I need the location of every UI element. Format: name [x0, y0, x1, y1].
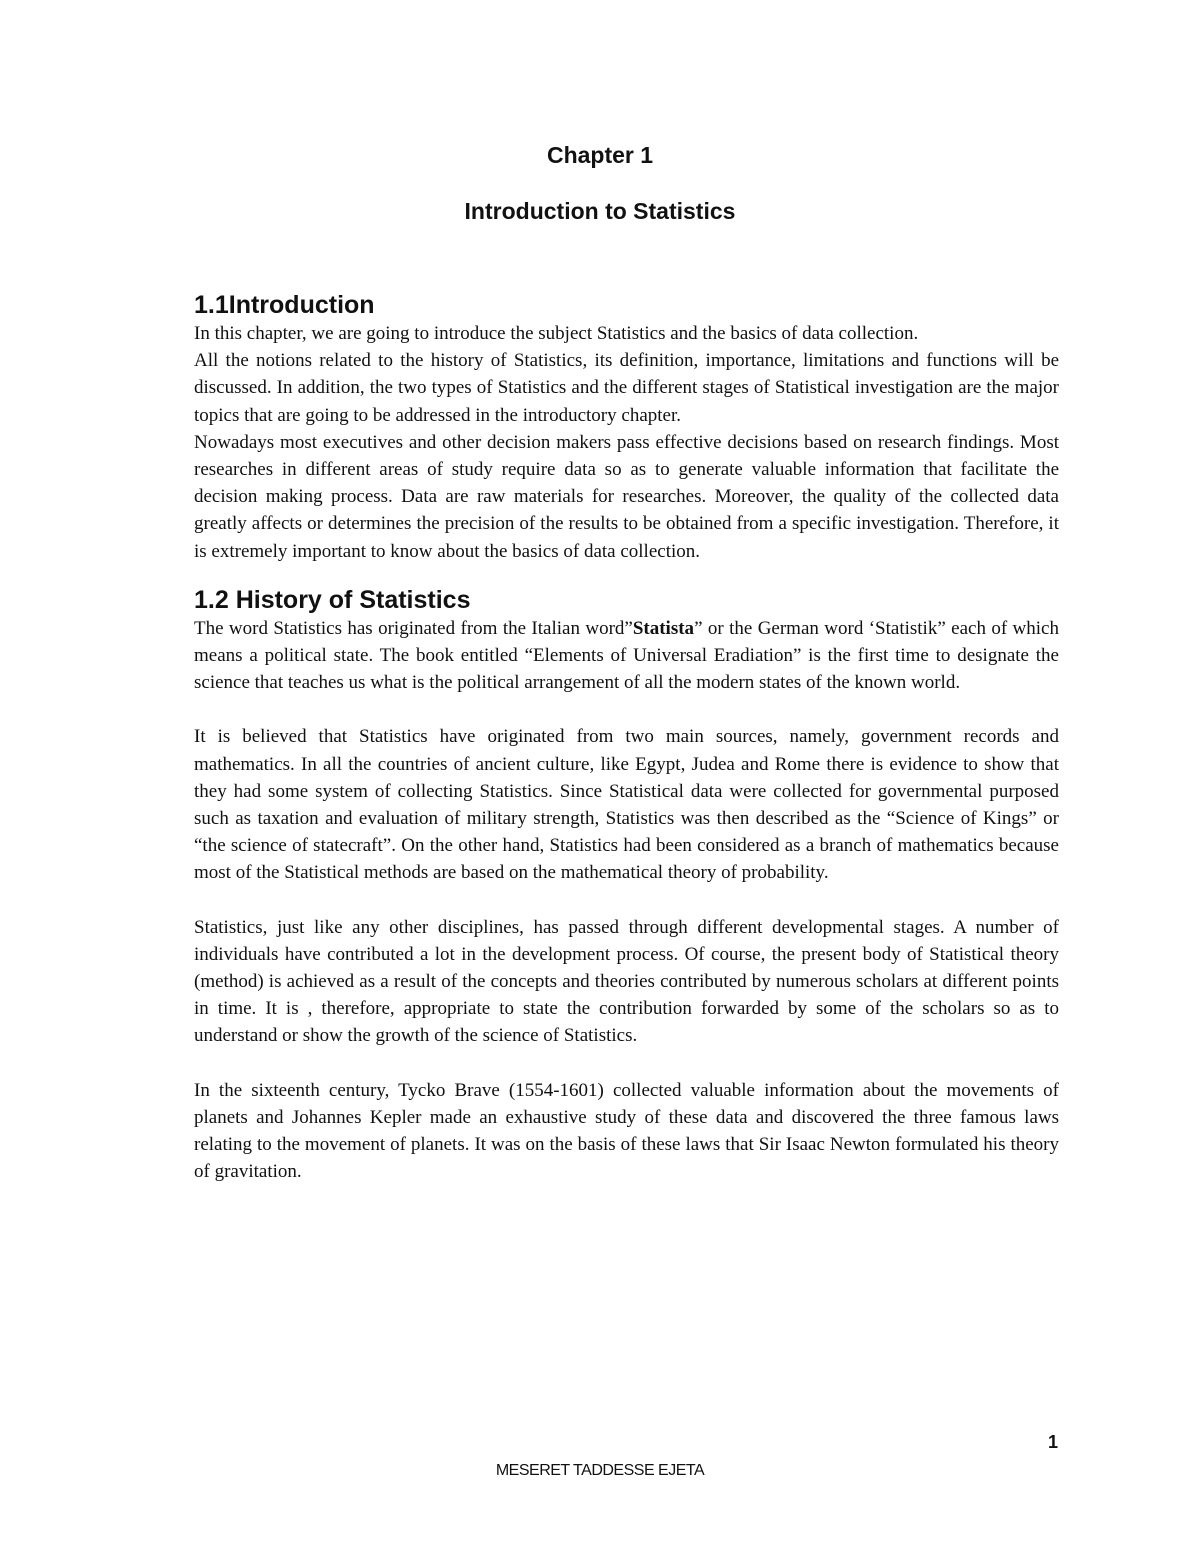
document-body [194, 290, 1059, 1185]
intro-paragraph-2: All the notions related to the history of Statistics, its definition, importance, limitations and functions will be discussed. In addition, the two types of Statistics and the different stages of Statistical investigation are the major topics that are going to be addressed in the introductory chapter. [194, 350, 1059, 426]
history-paragraph-1 [194, 615, 1059, 697]
chapter-title: Introduction to Statistics [464, 198, 736, 224]
footer-author: MESERET TADDESSE EJETA [495, 1462, 705, 1479]
intro-paragraph-3: Nowadays most executives and other decision makers pass effective decisions based on research findings. Most researches in different areas of study require data so as to generate valuable information that facilitate the decision making process. Data are raw materials for researches. Moreover, the quality of the collected data greatly affects or determines the precision of the results to be obtained from a specific investigation. Therefore, it is extremely important to know about the basics of data collection. [194, 431, 1059, 562]
page-number: 1 [1047, 1432, 1058, 1452]
chapter-number: Chapter 1 [546, 142, 654, 168]
history-paragraph-2: It is believed that Statistics have originated from two main sources, namely, government records and mathematics. In all the countries of ancient culture, like Egypt, Judea and Rome there is evidence to show that they had some system of collecting Statistics. Since Statistical data were collected for governmental purposed such as taxation and evaluation of military strength, Statistics was then described as the “Science of Kings” or “the science of statecraft”. On the other hand, Statistics had been considered as a branch of mathematics because most of the Statistical methods are based on the mathematical theory of probability. [194, 726, 1059, 884]
section-heading-history: 1.2 History of Statistics [194, 585, 471, 614]
history-p1-text-after: ” or the German word ‘Statistik” each of which means a political state. The book entitled “Elements of Universal Eradiation” is the first time to designate the science that teaches us what is the political arrangement of all the modern states of the known world. [194, 617, 1059, 694]
history-p1-text-before: The word Statistics has originated from the Italian word” [194, 617, 633, 639]
section-heading-introduction: 1.1Introduction [194, 291, 375, 319]
intro-paragraph-1: In this chapter, we are going to introduce the subject Statistics and the basics of data collection. [194, 323, 919, 344]
history-paragraph-3: Statistics, just like any other disciplines, has passed through different developmental stages. A number of individuals have contributed a lot in the development process. Of course, the present body of Statistical theory (method) is achieved as a result of the concepts and theories contributed by numerous scholars at different points in time. It is , therefore, appropriate to state the contribution forwarded by some of the scholars so as to understand or show the growth of the science of Statistics. [194, 916, 1059, 1047]
history-paragraph-4: In the sixteenth century, Tycko Brave (1554-1601) collected valuable information about the movements of planets and Johannes Kepler made an exhaustive study of these data and discovered the three famous laws relating to the movement of planets. It was on the basis of these laws that Sir Isaac Newton formulated his theory of gravitation. [194, 1079, 1059, 1183]
history-p1-bold-word: Statista [632, 617, 695, 639]
